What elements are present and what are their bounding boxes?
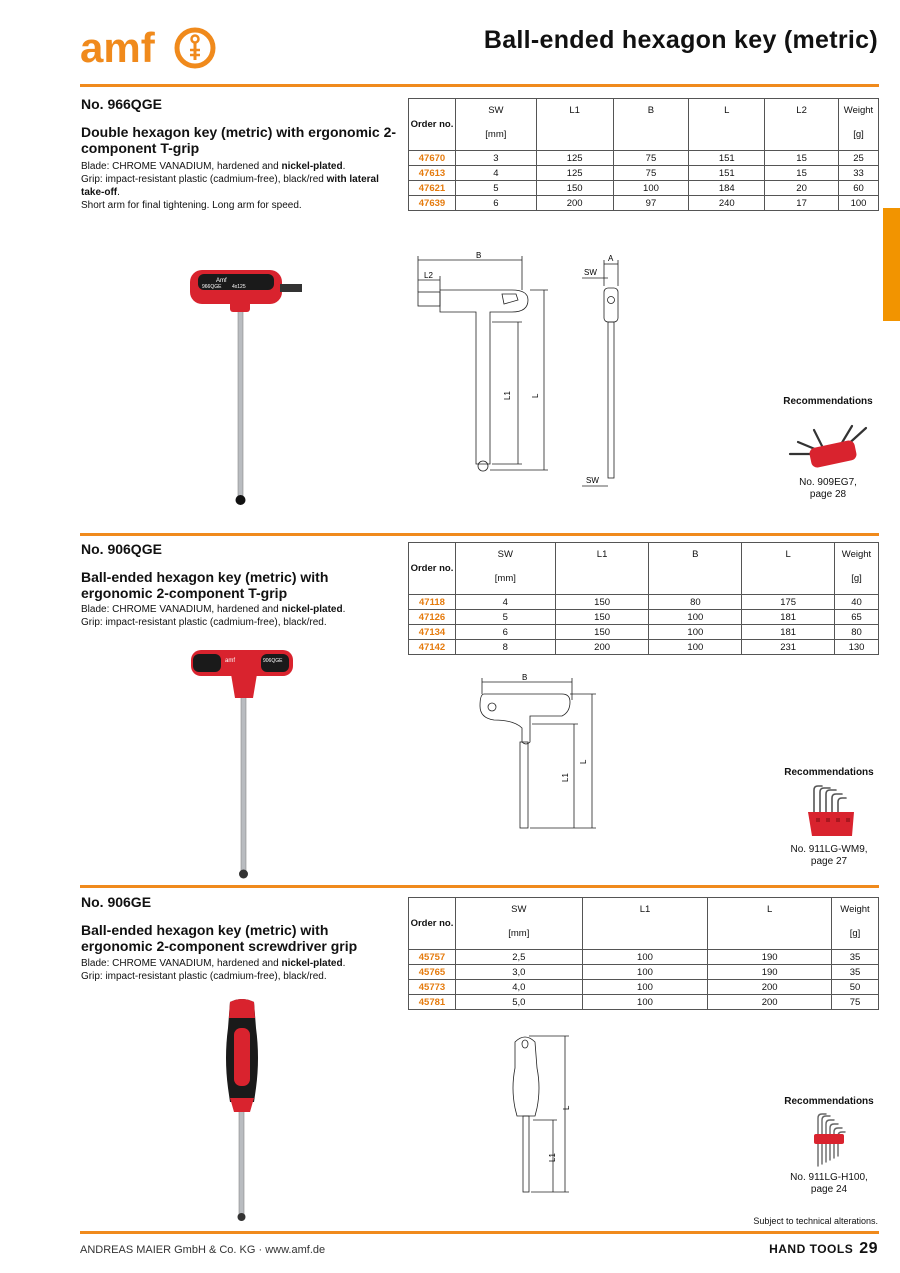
table-cell: 150 [555, 595, 649, 610]
l-key [820, 788, 830, 812]
desc-text: . [342, 958, 346, 969]
table-row [409, 151, 879, 166]
col-header [613, 99, 689, 151]
table-cell: 150 [555, 625, 649, 640]
table-cell: 5 [455, 181, 536, 196]
col-label: Weight [840, 904, 870, 915]
table-cell: 100 [582, 980, 708, 995]
col-label: SW [488, 105, 504, 116]
grip-marking: Amf [216, 278, 227, 284]
side-take-off [280, 284, 302, 292]
table-cell: 3 [455, 151, 536, 166]
dim-label-b: B [522, 673, 528, 682]
table-row [409, 595, 879, 610]
drawing-grip-outline [513, 1037, 539, 1116]
page-title: Ball-ended hexagon key (metric) [483, 26, 878, 54]
table-cell: 75 [613, 166, 689, 181]
table-cell: 35 [832, 965, 879, 980]
dim-label-l1: L1 [503, 391, 512, 400]
drawing-take-off [418, 292, 440, 306]
table-cell: 8 [455, 640, 555, 655]
order-number: 45757 [409, 950, 456, 965]
product-description [81, 603, 381, 629]
table-cell: 100 [649, 625, 742, 640]
order-number: 47613 [409, 166, 456, 181]
table-cell: 151 [689, 166, 765, 181]
col-header [536, 99, 613, 151]
table-cell: 3,0 [455, 965, 582, 980]
table-cell: 200 [555, 640, 649, 655]
col-label: B [647, 105, 655, 116]
table-header-row [409, 898, 879, 950]
table-cell: 150 [536, 181, 613, 196]
drawing-shaft [520, 742, 528, 828]
table-row [409, 196, 879, 211]
desc-text: . [342, 604, 346, 615]
dim-label-sw: SW [584, 268, 597, 277]
key-holder [814, 1134, 844, 1144]
col-unit: [mm] [494, 573, 516, 584]
table-row [409, 610, 879, 625]
disclaimer: Subject to technical alterations. [753, 1216, 878, 1226]
spec-table [408, 542, 879, 655]
grip-collar [230, 300, 250, 312]
desc-text: . [342, 161, 346, 172]
spec-table [408, 897, 879, 1010]
drawing-shaft [523, 1116, 529, 1192]
col-label: B [692, 549, 699, 560]
table-cell: 181 [742, 610, 835, 625]
table-cell: 190 [708, 965, 832, 980]
drawing-ball [478, 461, 488, 471]
key-shaft [238, 302, 243, 502]
col-label: L1 [596, 549, 608, 560]
table-cell: 4,0 [455, 980, 582, 995]
amf-logo [80, 24, 220, 74]
dim-label-l: L [531, 393, 540, 398]
grip-cap [229, 999, 255, 1018]
table-cell: 80 [835, 625, 879, 640]
desc-line: Grip: impact-resistant plastic (cadmium-free), black/red. [81, 971, 327, 982]
table-cell: 65 [835, 610, 879, 625]
technical-drawing [410, 248, 640, 498]
table-cell: 200 [708, 980, 832, 995]
table-cell: 175 [742, 595, 835, 610]
table-cell: 5,0 [455, 995, 582, 1010]
desc-text: Blade: CHROME VANADIUM, hardened and [81, 604, 282, 615]
table-header-row [409, 99, 879, 151]
table-row [409, 625, 879, 640]
product-title: Double hexagon key (metric) with ergonomic 2-component T-grip [81, 124, 397, 156]
key-holder [808, 812, 854, 836]
desc-line [81, 160, 381, 173]
col-unit: [g] [853, 129, 864, 140]
product-description [81, 957, 381, 983]
desc-line [81, 957, 381, 970]
table-cell: 50 [832, 980, 879, 995]
l-key [838, 798, 846, 812]
recommendation-page: page 28 [809, 489, 847, 500]
desc-line [81, 603, 381, 616]
col-header [708, 898, 832, 950]
desc-line [81, 173, 381, 199]
dim-label-l: L [579, 759, 588, 764]
recommendation-caption[interactable] [764, 1172, 894, 1196]
product-image-screwdriver-key [212, 998, 272, 1228]
table-cell: 100 [649, 640, 742, 655]
table-cell: 100 [649, 610, 742, 625]
dim-label-b: B [476, 251, 482, 260]
col-header [555, 543, 649, 595]
footer-company: ANDREAS MAIER GmbH & Co. KG · www.amf.de [80, 1244, 326, 1256]
table-cell: 75 [613, 151, 689, 166]
holder-slot [816, 818, 820, 822]
desc-bold: nickel-plated [281, 161, 343, 172]
table-cell: 125 [536, 151, 613, 166]
table-cell: 60 [838, 181, 878, 196]
table-cell: 200 [536, 196, 613, 211]
table-cell: 100 [613, 181, 689, 196]
col-header [838, 99, 878, 151]
grip-marking: 4x125 [232, 284, 246, 290]
recommendation-image[interactable] [800, 782, 860, 842]
order-number: 47639 [409, 196, 456, 211]
col-label: Weight [841, 549, 872, 560]
col-header [582, 898, 708, 950]
table-row [409, 640, 879, 655]
dim-label-l2: L2 [424, 271, 433, 280]
table-row [409, 166, 879, 181]
drawing-grip-slot [502, 294, 518, 304]
table-row [409, 965, 879, 980]
table-row [409, 181, 879, 196]
table-cell: 25 [838, 151, 878, 166]
drawing-side-grip [604, 288, 618, 322]
product-image-t-key [180, 262, 310, 512]
table-cell: 15 [765, 166, 839, 181]
ball-end [239, 870, 248, 879]
recommendations-heading: Recommendations [784, 767, 874, 778]
spec-table [408, 98, 879, 211]
table-cell: 35 [832, 950, 879, 965]
recommendations-heading: Recommendations [784, 1096, 874, 1107]
dim-label-l1: L1 [548, 1153, 557, 1162]
recommendation-image[interactable] [784, 418, 874, 474]
header-rule [80, 84, 879, 87]
section-rule [80, 533, 879, 536]
table-header-row [409, 543, 879, 595]
table-cell: 33 [838, 166, 878, 181]
col-header [455, 543, 555, 595]
table-cell: 231 [742, 640, 835, 655]
holder-slot [846, 818, 850, 822]
col-label: L1 [639, 904, 651, 915]
product-number: No. 906QGE [81, 541, 162, 557]
holder-slot [826, 818, 830, 822]
col-header [455, 898, 582, 950]
col-label: L2 [796, 105, 807, 116]
order-number: 45765 [409, 965, 456, 980]
col-header [689, 99, 765, 151]
dim-label-l: L [562, 1105, 571, 1110]
col-unit: [mm] [508, 928, 530, 939]
col-header [765, 99, 839, 151]
drawing-key-outline [440, 290, 528, 464]
table-cell: 17 [765, 196, 839, 211]
drawing-side-hole [608, 297, 615, 304]
recommendation-caption[interactable] [764, 844, 894, 868]
dim-label-sw: SW [586, 476, 599, 485]
t-grip-insert [193, 654, 221, 672]
grip-marking: amf [225, 658, 236, 664]
table-cell: 6 [455, 625, 555, 640]
table-cell: 100 [582, 950, 708, 965]
table-cell: 5 [455, 610, 555, 625]
col-label: SW [511, 904, 527, 915]
grip-marking: 966QGE [202, 284, 222, 290]
drawing-grip-hole [488, 703, 496, 711]
logo-text: amf [80, 24, 155, 71]
side-tab-marker [883, 208, 900, 321]
col-label: SW [497, 549, 513, 560]
order-number: 47126 [409, 610, 456, 625]
col-label: L1 [569, 105, 580, 116]
table-cell: 130 [835, 640, 879, 655]
fold-set-grip [808, 439, 857, 468]
table-cell: 4 [455, 166, 536, 181]
table-cell: 190 [708, 950, 832, 965]
recommendation-image[interactable] [804, 1108, 854, 1170]
table-cell: 181 [742, 625, 835, 640]
col-label: L [767, 904, 773, 915]
order-number: 47134 [409, 625, 456, 640]
table-cell: 125 [536, 166, 613, 181]
col-unit: [mm] [485, 129, 507, 140]
key-shaft [241, 696, 246, 874]
product-number: No. 906GE [81, 894, 152, 910]
table-cell: 2,5 [455, 950, 582, 965]
l-key [826, 790, 836, 812]
recommendation-page: page 27 [810, 856, 848, 867]
drawing-grip-hole [522, 1040, 528, 1048]
table-cell: 100 [582, 965, 708, 980]
desc-line: Short arm for final tightening. Long arm for speed. [81, 200, 302, 211]
l-key [832, 794, 842, 812]
table-cell: 200 [708, 995, 832, 1010]
recommendation-product: No. 911LG-WM9, [790, 844, 868, 855]
product-number: No. 966QGE [81, 96, 162, 112]
col-header-order: Order no. [409, 543, 456, 595]
logo-ring-dot [192, 36, 199, 43]
recommendation-product: No. 909EG7, [799, 477, 857, 488]
recommendation-product: No. 911LG-H100, [790, 1172, 868, 1183]
footer-section-label: HAND TOOLS [769, 1242, 854, 1256]
order-number: 45781 [409, 995, 456, 1010]
footer-section [769, 1240, 878, 1258]
recommendation-page: page 24 [810, 1184, 848, 1195]
dim-label-l1: L1 [561, 773, 570, 782]
col-unit: [g] [849, 928, 861, 939]
recommendations-heading: Recommendations [783, 396, 873, 407]
order-number: 47118 [409, 595, 456, 610]
col-header-order: Order no. [409, 99, 456, 151]
col-label: L [785, 549, 791, 560]
desc-text: . [117, 187, 120, 198]
desc-bold: nickel-plated [281, 604, 343, 615]
page-number: 29 [859, 1240, 878, 1257]
desc-text: Blade: CHROME VANADIUM, hardened and [81, 958, 282, 969]
col-header [742, 543, 835, 595]
table-cell: 40 [835, 595, 879, 610]
recommendation-caption[interactable] [763, 477, 893, 501]
drawing-side-shaft [608, 322, 614, 478]
col-label: L [724, 105, 730, 116]
order-number: 47670 [409, 151, 456, 166]
desc-bold: with lateral take-off [81, 174, 379, 198]
table-cell: 240 [689, 196, 765, 211]
holder-slot [836, 818, 840, 822]
product-image-t-key [185, 646, 305, 886]
col-unit: [g] [851, 573, 862, 584]
col-header [649, 543, 742, 595]
technical-drawing [470, 672, 610, 842]
table-cell: 4 [455, 595, 555, 610]
ball-end [238, 1213, 246, 1221]
order-number: 47142 [409, 640, 456, 655]
col-header [835, 543, 879, 595]
table-cell: 184 [689, 181, 765, 196]
desc-bold: nickel-plated [281, 958, 343, 969]
grip-marking: 906QGE [263, 658, 283, 664]
desc-text: Grip: impact-resistant plastic (cadmium-free), black/red [81, 174, 327, 185]
order-number: 45773 [409, 980, 456, 995]
table-row [409, 995, 879, 1010]
product-title: Ball-ended hexagon key (metric) with ergonomic 2-component T-grip [81, 569, 329, 601]
key-shaft [239, 1110, 244, 1216]
grip-stem [231, 674, 257, 698]
table-row [409, 950, 879, 965]
order-number: 47621 [409, 181, 456, 196]
desc-text: Blade: CHROME VANADIUM, hardened and [81, 161, 282, 172]
desc-line: Grip: impact-resistant plastic (cadmium-free), black/red. [81, 617, 327, 628]
dim-label-a: A [608, 254, 614, 263]
product-description [81, 160, 381, 212]
col-header-order: Order no. [409, 898, 456, 950]
table-cell: 150 [555, 610, 649, 625]
col-label: Weight [843, 105, 874, 116]
table-row [409, 980, 879, 995]
technical-drawing [505, 1028, 585, 1198]
section-rule [80, 885, 879, 888]
table-cell: 6 [455, 196, 536, 211]
col-header [455, 99, 536, 151]
table-cell: 20 [765, 181, 839, 196]
drawing-key-outline [480, 694, 570, 744]
table-cell: 15 [765, 151, 839, 166]
table-cell: 100 [582, 995, 708, 1010]
table-cell: 80 [649, 595, 742, 610]
table-cell: 75 [832, 995, 879, 1010]
table-cell: 100 [838, 196, 878, 211]
grip-ferrule [230, 1098, 254, 1112]
grip-insert [234, 1028, 250, 1086]
amf-logo-graphic [80, 24, 220, 74]
ball-end [236, 495, 246, 505]
footer-rule [80, 1231, 879, 1234]
col-header [832, 898, 879, 950]
product-title: Ball-ended hexagon key (metric) with ergonomic 2-component screwdriver grip [81, 922, 358, 954]
table-cell: 97 [613, 196, 689, 211]
table-cell: 151 [689, 151, 765, 166]
